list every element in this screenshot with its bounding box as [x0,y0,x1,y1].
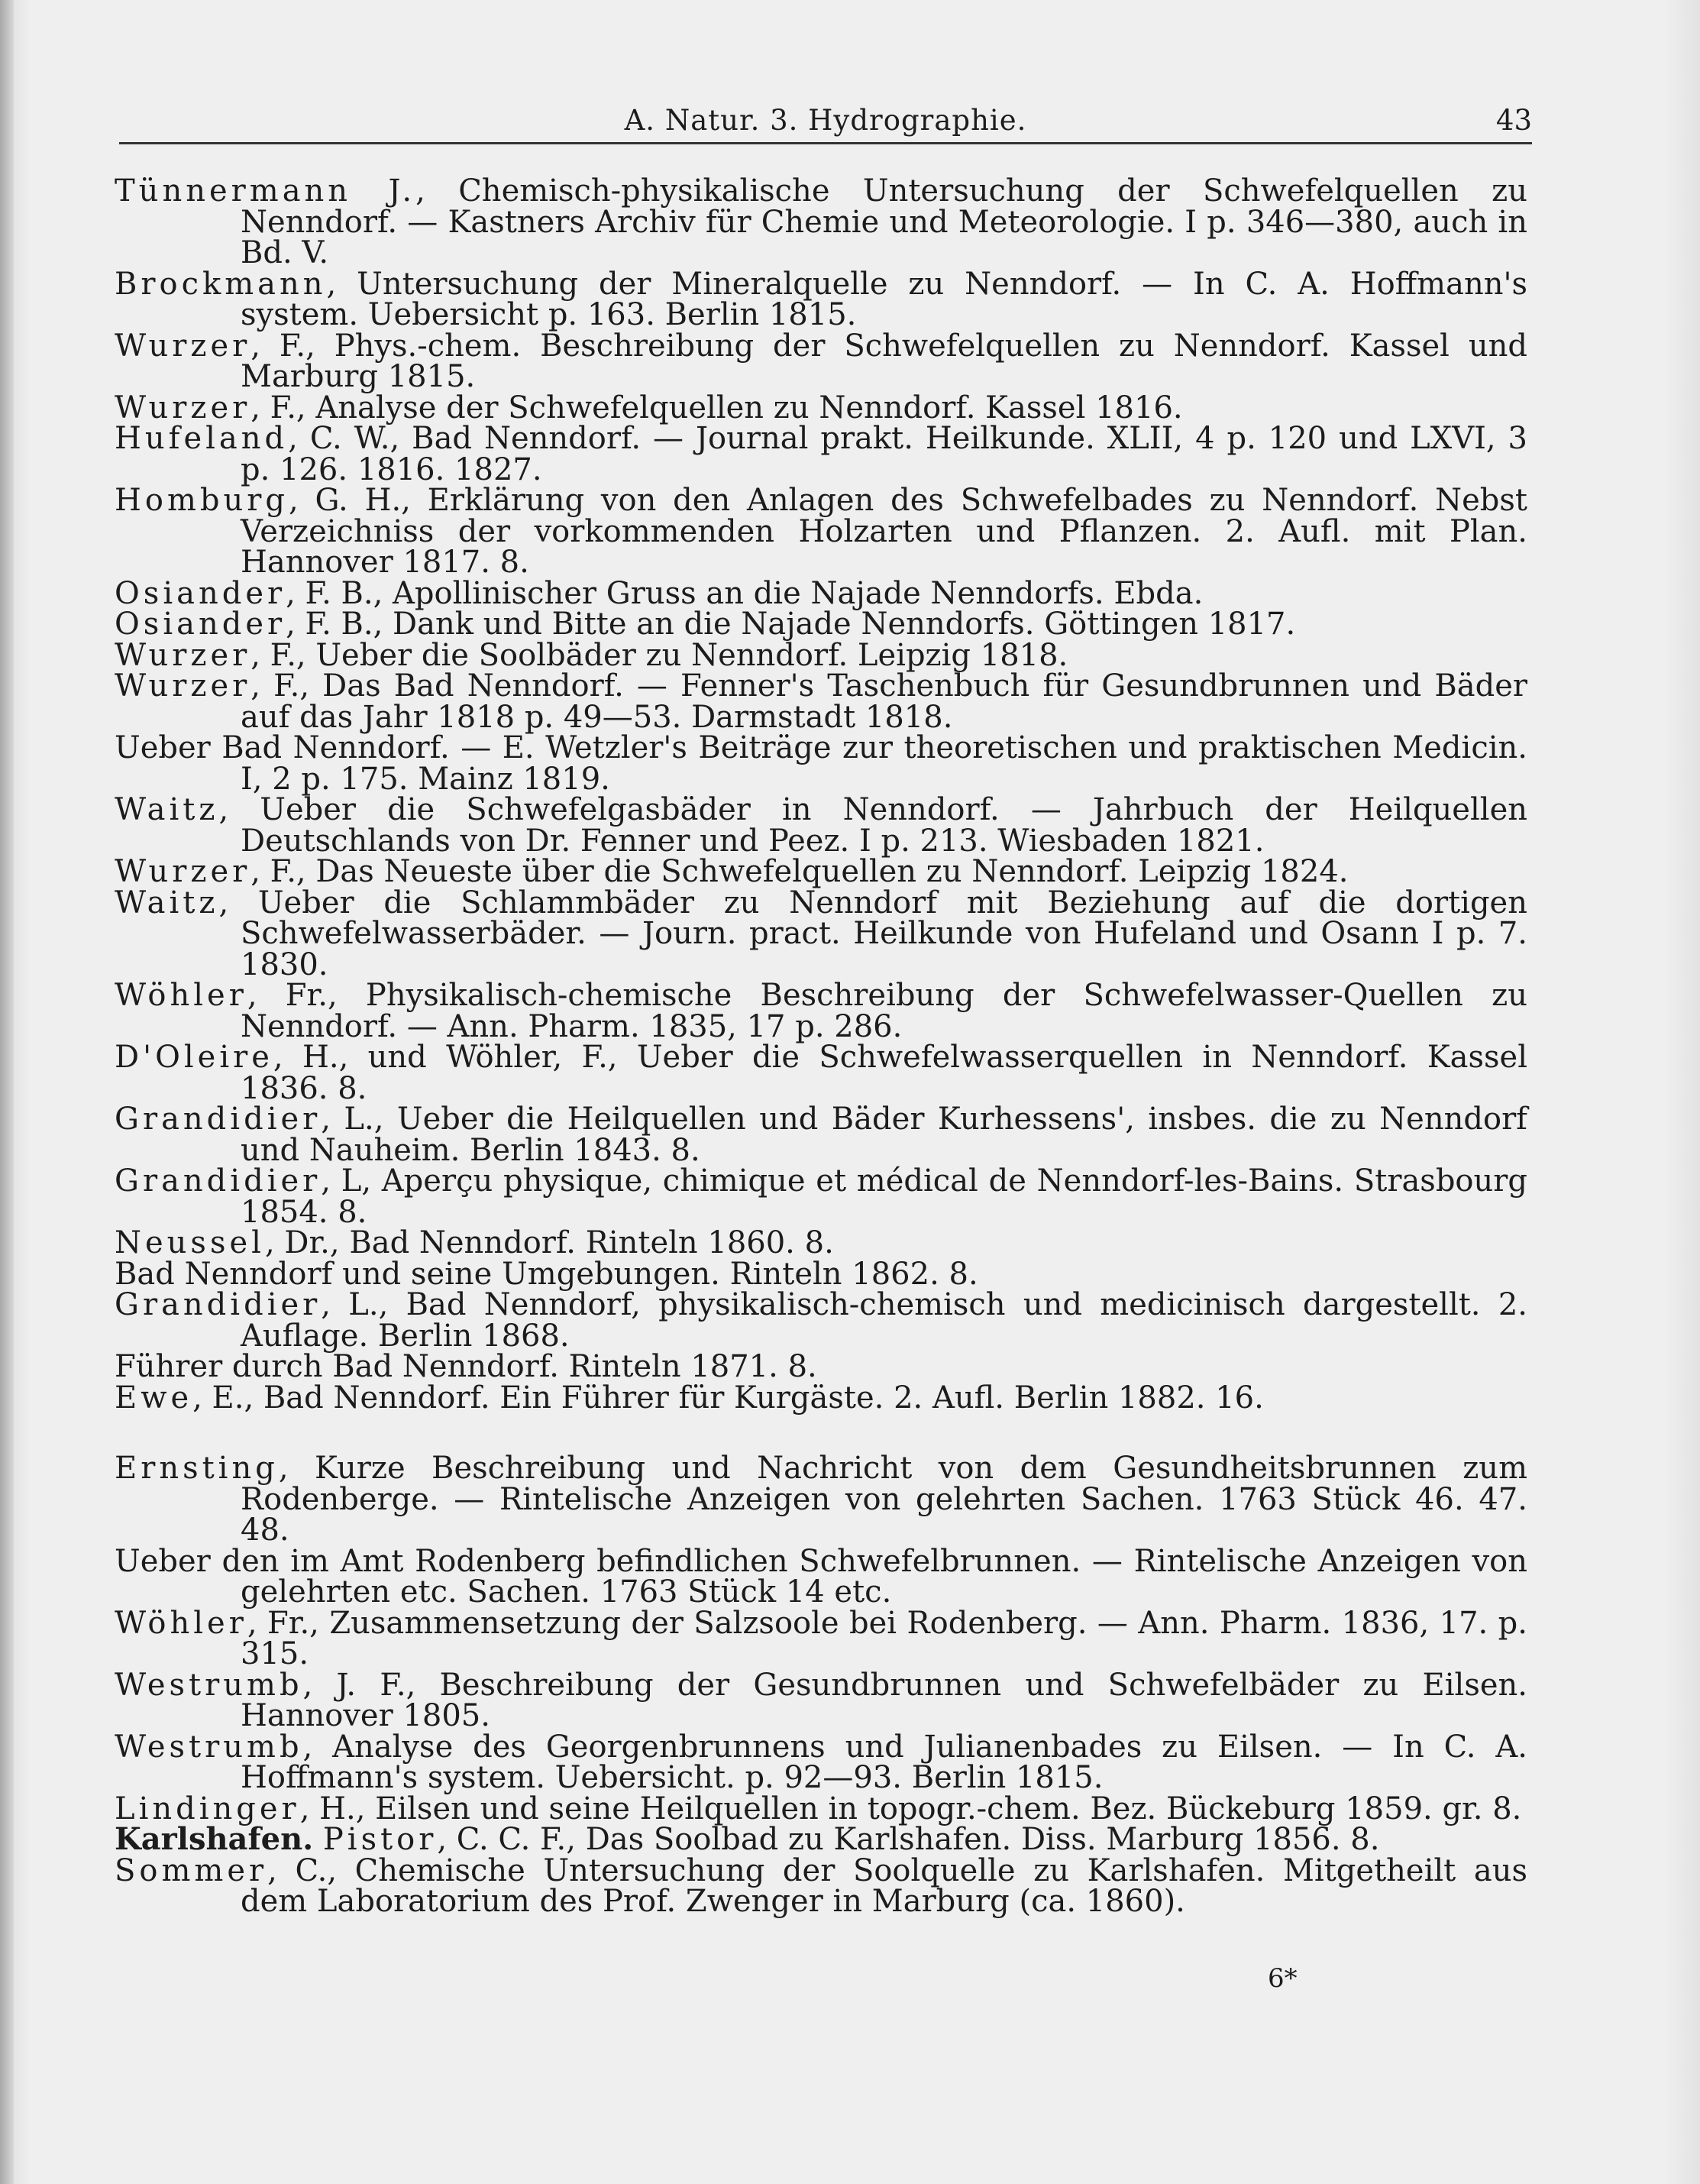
author: Brockmann [115,266,327,302]
author: Hufeland [115,421,289,456]
list-item: Hufeland, C. W., Bad Nenndorf. — Journal prakt. Heilkunde. XLII, 4 p. 120 und LXVI, 3 p. 126. 1816. 1827. [115,421,1527,487]
section-gap [115,1413,1527,1453]
list-item: Wurzer, F., Phys.-chem. Beschreibung der Schwefelquellen zu Nenndorf. Kassel und Marburg 1815. [115,328,1527,394]
author: Sommer [115,1852,268,1888]
author: Osiander [115,575,286,611]
list-item: Tünnermann J., Chemisch-physikalische Untersuchung der Schwefelquellen zu Nenndorf. — Kastners Archiv für Chemie und Meteorologie. I p. 346—380, auch in Bd. V. [115,173,1527,270]
author: Waitz [115,792,219,827]
list-item: Grandidier, L., Bad Nenndorf, physikalisch-chemisch und medicinisch dargestellt. 2. Auflage. Berlin 1868. [115,1287,1527,1354]
list-item: Homburg, G. H., Erklärung von den Anlagen des Schwefelbades zu Nenndorf. Nebst Verzeichniss der vorkommenden Holzarten und Pflanzen. 2. Aufl. mit Plan. Hannover 1817. 8. [115,483,1527,580]
list-item: Ueber Bad Nenndorf. — E. Wetzler's Beiträge zur theoretischen und praktischen Medicin. I, 2 p. 175. Mainz 1819. [115,730,1527,797]
author: Ernsting [115,1451,279,1486]
header-title: A. Natur. 3. Hydrographie. [624,104,1027,137]
list-item: Sommer, C., Chemische Untersuchung der Soolquelle zu Karlshafen. Mitgetheilt aus dem Laboratorium des Prof. Zwenger in Marburg (ca. 1860). [115,1852,1527,1919]
signature-mark: 6* [1268,1963,1298,1994]
list-item: Wurzer, F., Das Neueste über die Schwefelquellen zu Nenndorf. Leipzig 1824. [115,854,1349,889]
author: Wurzer [115,668,251,704]
author: Grandidier [115,1287,322,1322]
list-item: Osiander, F. B., Dank und Bitte an die Najade Nenndorfs. Göttingen 1817. [115,607,1296,642]
page-number: 43 [1495,104,1532,137]
author: Grandidier [115,1163,322,1199]
author: Homburg [115,483,289,518]
list-item: Wurzer, F., Analyse der Schwefelquellen zu Nenndorf. Kassel 1816. [115,390,1183,425]
author: Wurzer [115,854,251,889]
author: Waitz [115,885,219,921]
list-item: Wurzer, F., Ueber die Soolbäder zu Nenndorf. Leipzig 1818. [115,637,1068,673]
author: Wurzer [115,637,251,673]
author: Wöhler [115,1605,247,1641]
author: Pistor [322,1822,438,1857]
list-item: Grandidier, L., Ueber die Heilquellen und Bäder Kurhessens', insbes. die zu Nenndorf und Nauheim. Berlin 1843. 8. [115,1102,1527,1168]
list-item: Waitz, Ueber die Schwefelgasbäder in Nenndorf. — Jahrbuch der Heilquellen Deutschlands von Dr. Fenner und Peez. I p. 213. Wiesbaden 1821. [115,792,1527,859]
list-item: Wöhler, Fr., Physikalisch-chemische Beschreibung der Schwefelwasser-Quellen zu Nenndorf. — Ann. Pharm. 1835, 17 p. 286. [115,978,1527,1044]
author: Westrumb [115,1667,303,1703]
author: Grandidier [115,1102,322,1137]
list-item: Osiander, F. B., Apollinischer Gruss an die Najade Nenndorfs. Ebda. [115,575,1204,611]
running-header [119,104,1532,144]
author: Tünnermann J. [115,173,416,209]
list-item: Lindinger, H., Eilsen und seine Heilquellen in topogr.-chem. Bez. Bückeburg 1859. gr. 8. [115,1791,1522,1826]
author: Westrumb [115,1729,303,1765]
author: Wurzer [115,328,251,364]
list-item: D'Oleire, H., und Wöhler, F., Ueber die Schwefelwasserquellen in Nenndorf. Kassel 1836. 8. [115,1040,1527,1106]
book-spine-shadow [0,0,14,2184]
list-item: Bad Nenndorf und seine Umgebungen. Rinteln 1862. 8. [115,1256,978,1292]
list-item: Grandidier, L, Aperçu physique, chimique et médical de Nenndorf-les-Bains. Strasbourg 1854. 8. [115,1163,1527,1230]
author: Wöhler [115,978,247,1013]
list-item: Führer durch Bad Nenndorf. Rinteln 1871. 8. [115,1349,817,1384]
author: Osiander [115,607,286,642]
list-item: Westrumb, Analyse des Georgenbrunnens und Julianenbades zu Eilsen. — In C. A. Hoffmann's system. Uebersicht. p. 92—93. Berlin 1815. [115,1729,1527,1795]
list-item: Ueber den im Amt Rodenberg befindlichen Schwefelbrunnen. — Rintelische Anzeigen von gelehrten etc. Sachen. 1763 Stück 14 etc. [115,1543,1527,1610]
author: Ewe [115,1380,193,1416]
list-item: Ernsting, Kurze Beschreibung und Nachricht von dem Gesundheitsbrunnen zum Rodenberge. — Rintelische Anzeigen von gelehrten Sachen. 1763 Stück 46. 47. 48. [115,1451,1527,1548]
list-item: Brockmann, Untersuchung der Mineralquelle zu Nenndorf. — In C. A. Hoffmann's system. Uebersicht p. 163. Berlin 1815. [115,266,1527,332]
list-item: Wöhler, Fr., Zusammensetzung der Salzsoole bei Rodenberg. — Ann. Pharm. 1836, 17. p. 315. [115,1605,1527,1671]
list-item: Wurzer, F., Das Bad Nenndorf. — Fenner's Taschenbuch für Gesundbrunnen und Bäder auf das Jahr 1818 p. 49—53. Darmstadt 1818. [115,668,1527,735]
author: Lindinger [115,1791,300,1826]
author: D'Oleire [115,1040,273,1075]
list-item: Ewe, E., Bad Nenndorf. Ein Führer für Kurgäste. 2. Aufl. Berlin 1882. 16. [115,1380,1264,1416]
place-heading: Karlshafen. [115,1821,314,1857]
bibliography-list [115,173,1527,1919]
list-item: Westrumb, J. F., Beschreibung der Gesundbrunnen und Schwefelbäder zu Eilsen. Hannover 1805. [115,1667,1527,1733]
author: Neussel [115,1225,265,1260]
list-item: Waitz, Ueber die Schlammbäder zu Nenndorf mit Beziehung auf die dortigen Schwefelwasserbäder. — Journ. pract. Heilkunde von Hufeland und Osann I p. 7. 1830. [115,885,1527,982]
list-item: Neussel, Dr., Bad Nenndorf. Rinteln 1860. 8. [115,1225,834,1260]
author: Wurzer [115,390,251,425]
list-item: Karlshafen. Pistor, C. C. F., Das Soolbad zu Karlshafen. Diss. Marburg 1856. 8. [115,1821,1380,1857]
